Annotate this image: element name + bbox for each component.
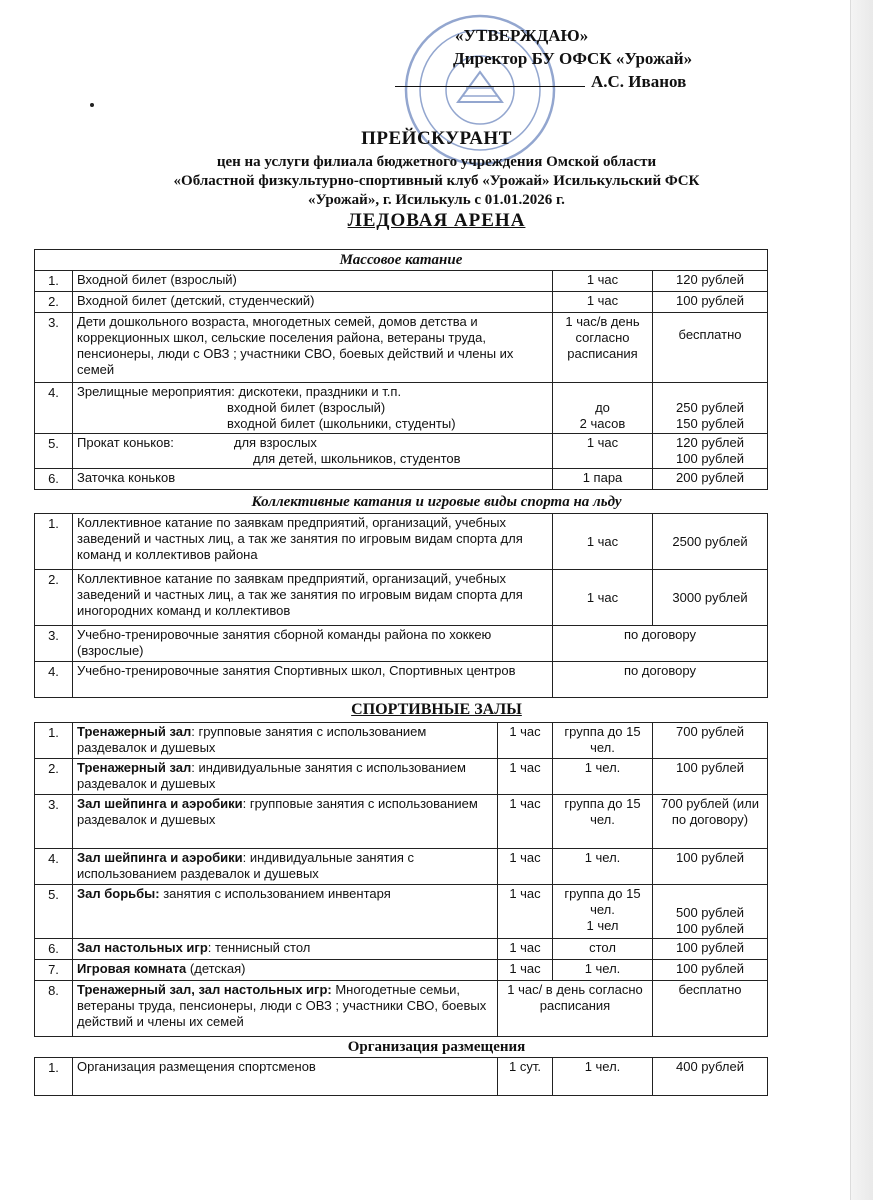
table-row — [35, 885, 768, 939]
document-subtitle — [0, 153, 873, 210]
service-subitem: для детей, школьников, студентов — [253, 451, 461, 466]
table-row — [35, 849, 768, 885]
price: 400 рублей — [653, 1058, 768, 1096]
group-line: 1 чел — [586, 918, 619, 933]
table-row — [35, 662, 768, 698]
price: 100 рублей — [653, 960, 768, 981]
price: 700 рублей — [653, 723, 768, 759]
row-number: 6. — [35, 469, 73, 490]
hall-name: Зал шейпинга и аэробики — [77, 850, 243, 865]
service-name: Учебно-тренировочные занятия Спортивных школ, Спортивных центров — [73, 662, 553, 698]
ice-arena-title: ЛЕДОВАЯ АРЕНА — [347, 210, 526, 231]
duration — [553, 383, 653, 434]
service-name — [73, 885, 498, 939]
group-size: группа до 15 чел. — [553, 795, 653, 849]
hall-name: Зал шейпинга и аэробики — [77, 796, 243, 811]
hall-description: : групповые занятия с использованием раздевалок и душевых — [77, 796, 478, 827]
table-row — [35, 313, 768, 383]
director-position: Директор БУ ОФСК «Урожай» — [453, 49, 693, 68]
duration: 1 час — [498, 723, 553, 759]
service-name: Коллективное катание по заявкам предприятий, организаций, учебных заведений и частных лиц, а так же занятия по игровым видам спорта для иногородних команд и коллективов — [73, 570, 553, 626]
row-number: 4. — [35, 662, 73, 698]
ink-dot — [90, 103, 94, 107]
lodging-heading: Организация размещения — [347, 1039, 526, 1055]
price-line: 120 рублей — [676, 435, 744, 450]
service-name: Заточка коньков — [73, 469, 553, 490]
service-name: Входной билет (детский, студенческий) — [73, 292, 553, 313]
price: 100 рублей — [653, 849, 768, 885]
service-subitem: входной билет (взрослый) — [227, 400, 386, 415]
table-row — [35, 469, 768, 490]
table-row — [35, 939, 768, 960]
duration: 1 час — [498, 795, 553, 849]
duration-line: до — [595, 400, 610, 415]
table-row — [35, 514, 768, 570]
duration: 1 час/ в день согласно расписания — [498, 981, 653, 1037]
group-size: стол — [553, 939, 653, 960]
duration: 1 час — [553, 514, 653, 570]
price: 700 рублей (или по договору) — [653, 795, 768, 849]
service-name — [73, 759, 498, 795]
service-name — [73, 960, 498, 981]
hall-description: : групповые занятия с использованием раздевалок и душевых — [77, 724, 427, 755]
duration: 1 час — [498, 960, 553, 981]
hall-name: Игровая комната — [77, 961, 187, 976]
subtitle-line-2: «Областной физкультурно-спортивный клуб «Урожай» Исилькульский ФСК — [173, 173, 700, 189]
service-name — [73, 939, 498, 960]
row-number: 5. — [35, 885, 73, 939]
service-name — [73, 383, 553, 434]
subtitle-line-1: цен на услуги филиала бюджетного учреждения Омской области — [216, 154, 657, 170]
row-number: 7. — [35, 960, 73, 981]
subtitle-line-3: «Урожай», г. Исилькуль с 01.01.2026 г. — [308, 192, 565, 208]
service-title: Прокат коньков: — [77, 435, 174, 450]
hall-description: : индивидуальные занятия с использованием раздевалок и душевых — [77, 850, 415, 881]
lodging-table — [34, 1057, 768, 1096]
price: по договору — [553, 662, 768, 698]
price-line: 150 рублей — [676, 416, 744, 431]
table-row — [35, 1058, 768, 1096]
hall-name: Тренажерный зал — [77, 760, 192, 775]
collective-skating-table — [34, 513, 768, 698]
duration-line: 2 часов — [579, 416, 626, 431]
table-row — [35, 271, 768, 292]
hall-description: занятия с использованием инвентаря — [159, 886, 391, 901]
group-size: 1 чел. — [553, 1058, 653, 1096]
duration: 1 сут. — [498, 1058, 553, 1096]
row-number: 1. — [35, 1058, 73, 1096]
duration: 1 час — [553, 570, 653, 626]
price — [653, 383, 768, 434]
row-number: 1. — [35, 723, 73, 759]
row-number: 2. — [35, 292, 73, 313]
price-line: 100 рублей — [676, 451, 744, 466]
approval-block — [395, 24, 755, 93]
service-name: Организация размещения спортсменов — [73, 1058, 498, 1096]
table-row — [35, 795, 768, 849]
table-row — [35, 960, 768, 981]
service-name — [73, 981, 498, 1037]
duration: 1 час — [553, 292, 653, 313]
table-row — [35, 981, 768, 1037]
mass-skating-table — [34, 249, 768, 490]
price: 200 рублей — [653, 469, 768, 490]
service-name — [73, 723, 498, 759]
row-number: 3. — [35, 313, 73, 383]
duration: 1 час — [498, 939, 553, 960]
price: 2500 рублей — [653, 514, 768, 570]
collective-heading: Коллективные катания и игровые виды спорта на льду — [251, 494, 622, 510]
price-line: 500 рублей — [676, 905, 744, 920]
section-header-row — [35, 250, 768, 271]
row-number: 5. — [35, 434, 73, 469]
table-row — [35, 292, 768, 313]
row-number: 8. — [35, 981, 73, 1037]
service-name — [73, 849, 498, 885]
price: по договору — [553, 626, 768, 662]
price — [653, 885, 768, 939]
duration: 1 час/в день согласно расписания — [553, 313, 653, 383]
signature-underline — [395, 86, 585, 87]
price: 120 рублей — [653, 271, 768, 292]
row-number: 4. — [35, 849, 73, 885]
price: 3000 рублей — [653, 570, 768, 626]
duration: 1 час — [553, 434, 653, 469]
mass-skating-heading: Массовое катание — [35, 250, 768, 271]
table-row — [35, 759, 768, 795]
hall-description: : индивидуальные занятия с использованием раздевалок и душевых — [77, 760, 466, 791]
row-number: 3. — [35, 626, 73, 662]
hall-name: Тренажерный зал, зал настольных игр: — [77, 982, 332, 997]
group-line: группа до 15 чел. — [564, 886, 641, 917]
sport-halls-heading: СПОРТИВНЫЕ ЗАЛЫ — [351, 701, 522, 718]
service-name: Коллективное катание по заявкам предприятий, организаций, учебных заведений и частных лиц, а так же занятия по игровым видам спорта для команд и коллективов района — [73, 514, 553, 570]
service-subitem: входной билет (школьники, студенты) — [227, 416, 456, 431]
table-row — [35, 383, 768, 434]
service-subitem: для взрослых — [233, 435, 317, 450]
table-row — [35, 434, 768, 469]
row-number: 1. — [35, 514, 73, 570]
group-size: группа до 15 чел. — [553, 723, 653, 759]
duration: 1 час — [498, 885, 553, 939]
table-row — [35, 723, 768, 759]
price: бесплатно — [653, 313, 768, 383]
price-line: 100 рублей — [676, 921, 744, 936]
row-number: 2. — [35, 570, 73, 626]
service-title: Зрелищные мероприятия: дискотеки, праздники и т.п. — [77, 384, 402, 399]
duration: 1 час — [553, 271, 653, 292]
service-name — [73, 434, 553, 469]
row-number: 2. — [35, 759, 73, 795]
hall-name: Зал борьбы: — [77, 886, 160, 901]
signer-name: А.С. Иванов — [591, 72, 687, 91]
price: бесплатно — [653, 981, 768, 1037]
service-name: Учебно-тренировочные занятия сборной команды района по хоккею (взрослые) — [73, 626, 553, 662]
price-line: 250 рублей — [676, 400, 744, 415]
row-number: 3. — [35, 795, 73, 849]
group-size: 1 чел. — [553, 759, 653, 795]
table-row — [35, 626, 768, 662]
price: 100 рублей — [653, 759, 768, 795]
group-size — [553, 885, 653, 939]
sport-halls-table — [34, 722, 768, 1037]
price: 100 рублей — [653, 292, 768, 313]
hall-description: Многодетные семьи, ветераны труда, пенсионеры, люди с ОВЗ ; участники СВО, боевых действий и члены их семей — [77, 982, 487, 1029]
hall-name: Зал настольных игр — [77, 940, 208, 955]
group-size: 1 чел. — [553, 849, 653, 885]
hall-description: : теннисный стол — [207, 940, 311, 955]
row-number: 6. — [35, 939, 73, 960]
approve-label: «УТВЕРЖДАЮ» — [455, 26, 589, 45]
duration: 1 час — [498, 759, 553, 795]
group-size: 1 чел. — [553, 960, 653, 981]
duration: 1 час — [498, 849, 553, 885]
row-number: 1. — [35, 271, 73, 292]
price — [653, 434, 768, 469]
row-number: 4. — [35, 383, 73, 434]
service-name: Входной билет (взрослый) — [73, 271, 553, 292]
hall-name: Тренажерный зал — [77, 724, 192, 739]
document-title: ПРЕЙСКУРАНТ — [361, 128, 512, 149]
hall-description: (детская) — [186, 961, 246, 976]
duration: 1 пара — [553, 469, 653, 490]
price: 100 рублей — [653, 939, 768, 960]
table-row — [35, 570, 768, 626]
service-name: Дети дошкольного возраста, многодетных семей, домов детства и коррекционных школ, сельские поселения района, ветераны труда, пенсионеры, люди с ОВЗ ; участники СВО, боевых действий и члены их семей — [73, 313, 553, 383]
service-name — [73, 795, 498, 849]
signature-line — [395, 70, 755, 93]
